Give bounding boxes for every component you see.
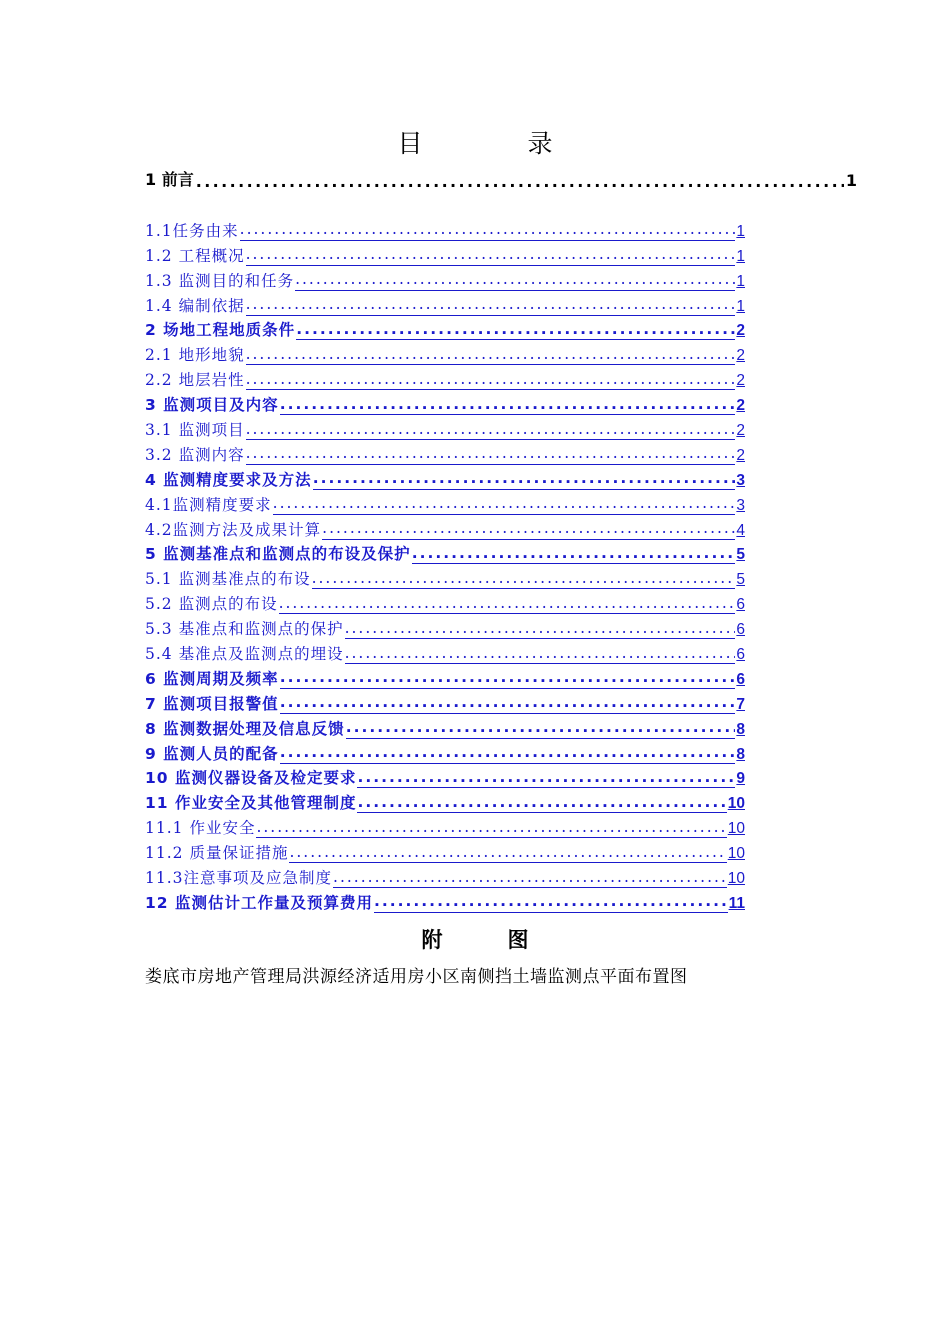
toc-entry-page: 6 [736, 621, 745, 639]
toc-dot-leader [280, 695, 736, 714]
toc-dot-leader [295, 272, 735, 291]
toc-dot-leader [273, 496, 736, 515]
toc-entry-title: 2.2 地层岩性 [145, 371, 245, 390]
toc-entry[interactable] [145, 465, 745, 490]
toc-entry-page: 1 [736, 247, 745, 265]
toc-entry-title: 11 作业安全及其他管理制度 [145, 794, 357, 813]
toc-entry-page: 2 [736, 446, 745, 464]
toc-entry-title: 5.2 监测点的布设 [145, 595, 278, 614]
toc-entry-title: 4.1监测精度要求 [145, 495, 272, 514]
toc-entry[interactable] [145, 614, 745, 639]
toc-entry-page: 2 [736, 372, 745, 390]
toc-entry-title: 5.3 基准点和监测点的保护 [145, 620, 344, 639]
toc-dot-leader [246, 372, 736, 391]
toc-entry-page: 1 [736, 272, 745, 290]
toc-entry[interactable] [145, 266, 745, 291]
toc-entry-title: 1 前言 [145, 170, 194, 189]
toc-dot-leader [333, 870, 727, 889]
toc-entry[interactable] [145, 390, 745, 415]
toc-entry-page: 11 [728, 894, 745, 912]
toc-dot-leader [280, 745, 736, 764]
toc-dot-leader [357, 770, 735, 789]
toc-dot-leader [240, 222, 736, 241]
toc-entry[interactable] [145, 365, 745, 390]
toc-entry[interactable] [145, 589, 745, 614]
toc-entry-title: 5.4 基准点及监测点的埋设 [145, 645, 344, 664]
toc-dot-leader [280, 670, 736, 689]
toc-entry[interactable] [145, 515, 745, 540]
appendix-item: 娄底市房地产管理局洪源经济适用房小区南侧挡土墙监测点平面布置图 [145, 967, 688, 987]
toc-entry-page: 1 [736, 297, 745, 315]
toc-dot-leader [279, 596, 736, 615]
toc-entry-title: 12 监测估计工作量及预算费用 [145, 893, 373, 912]
toc-entry[interactable] [145, 241, 745, 266]
toc-entry-preface[interactable] [145, 168, 857, 190]
toc-dot-leader [322, 521, 735, 540]
toc-entry[interactable] [145, 291, 745, 316]
toc-entry-title: 3.2 监测内容 [145, 445, 245, 464]
toc-dot-leader [346, 720, 736, 739]
toc-entry[interactable] [145, 440, 745, 465]
toc-dot-leader [345, 646, 736, 665]
toc-entry[interactable] [145, 564, 745, 589]
toc-entry-title: 3.1 监测项目 [145, 421, 245, 440]
toc-entry-title: 5 监测基准点和监测点的布设及保护 [145, 545, 411, 564]
toc-entry-page: 10 [727, 795, 745, 813]
toc-entry-title: 5.1 监测基准点的布设 [145, 570, 311, 589]
toc-dot-leader [246, 347, 736, 366]
toc-entry-title: 11.1 作业安全 [145, 819, 256, 838]
toc-entry[interactable] [145, 838, 745, 863]
toc-entry[interactable] [145, 689, 745, 714]
appendix-title: 附 图 [421, 927, 551, 952]
toc-entry-page: 2 [736, 322, 745, 340]
toc-dot-leader [196, 174, 844, 190]
toc-entry-page: 3 [736, 471, 745, 489]
toc-entry-page: 10 [727, 870, 745, 888]
toc-entry[interactable] [145, 714, 745, 739]
toc-entry-page: 5 [736, 546, 745, 564]
toc-entry-title: 4 监测精度要求及方法 [145, 470, 312, 489]
toc-entry-title: 6 监测周期及频率 [145, 669, 279, 688]
toc-entry-title: 9 监测人员的配备 [145, 744, 279, 763]
toc-entry-page: 6 [736, 670, 745, 688]
toc-dot-leader [280, 397, 736, 416]
toc-entry-page: 2 [736, 422, 745, 440]
toc-entry[interactable] [145, 490, 745, 515]
toc-entry-title: 2 场地工程地质条件 [145, 321, 296, 340]
toc-entry-page: 5 [736, 571, 745, 589]
toc-dot-leader [357, 795, 726, 814]
page-title: 目 录 [397, 129, 593, 158]
toc-entry-title: 7 监测项目报警值 [145, 694, 279, 713]
toc-dot-leader [374, 894, 728, 913]
toc-entry-title: 1.1任务由来 [145, 221, 239, 240]
toc-dot-leader [312, 571, 736, 590]
toc-entry-page: 2 [736, 347, 745, 365]
toc-entry-title: 2.1 地形地貌 [145, 346, 245, 365]
toc-entry-page: 10 [727, 820, 745, 838]
toc-entry-page: 7 [736, 695, 745, 713]
toc-entry-page: 9 [736, 770, 745, 788]
toc-entry-title: 4.2监测方法及成果计算 [145, 520, 322, 539]
toc-dot-leader [313, 471, 736, 490]
toc-entry[interactable] [145, 813, 745, 838]
toc-dot-leader [246, 247, 736, 266]
toc-entry[interactable] [145, 540, 745, 565]
toc-entry[interactable] [145, 863, 745, 888]
toc-dot-leader [246, 446, 736, 465]
toc-dot-leader [289, 845, 726, 864]
toc-entry-title: 1.2 工程概况 [145, 246, 245, 265]
toc-dot-leader [246, 422, 736, 441]
toc-entry-page: 1 [845, 171, 857, 190]
toc-entry[interactable] [145, 216, 745, 241]
toc-entry-title: 3 监测项目及内容 [145, 396, 279, 415]
toc-entry-page: 8 [736, 720, 745, 738]
toc-entry[interactable] [145, 788, 745, 813]
toc-entry-page: 2 [736, 397, 745, 415]
toc-entry-title: 1.3 监测目的和任务 [145, 271, 295, 290]
toc-entry[interactable] [145, 664, 745, 689]
toc-entry-title: 11.3注意事项及应急制度 [145, 869, 333, 888]
toc-dot-leader [412, 546, 736, 565]
toc-entry-title: 10 监测仪器设备及检定要求 [145, 769, 357, 788]
toc-entry-page: 8 [736, 745, 745, 763]
toc-entry[interactable] [145, 340, 745, 365]
toc-entry[interactable] [145, 415, 745, 440]
table-of-contents [145, 216, 745, 913]
toc-entry-page: 1 [736, 222, 745, 240]
toc-entry-page: 6 [736, 646, 745, 664]
toc-entry[interactable] [145, 639, 745, 664]
toc-entry[interactable] [145, 764, 745, 789]
toc-entry-title: 8 监测数据处理及信息反馈 [145, 719, 345, 738]
toc-dot-leader [296, 322, 735, 341]
toc-entry[interactable] [145, 316, 745, 341]
toc-dot-leader [246, 297, 736, 316]
toc-entry[interactable] [145, 888, 745, 913]
toc-entry-page: 3 [736, 496, 745, 514]
toc-entry-page: 6 [736, 596, 745, 614]
toc-dot-leader [256, 820, 726, 839]
toc-entry[interactable] [145, 739, 745, 764]
toc-dot-leader [345, 621, 736, 640]
toc-entry-title: 1.4 编制依据 [145, 296, 245, 315]
toc-entry-page: 4 [736, 521, 745, 539]
toc-entry-page: 10 [727, 845, 745, 863]
toc-entry-title: 11.2 质量保证措施 [145, 844, 289, 863]
